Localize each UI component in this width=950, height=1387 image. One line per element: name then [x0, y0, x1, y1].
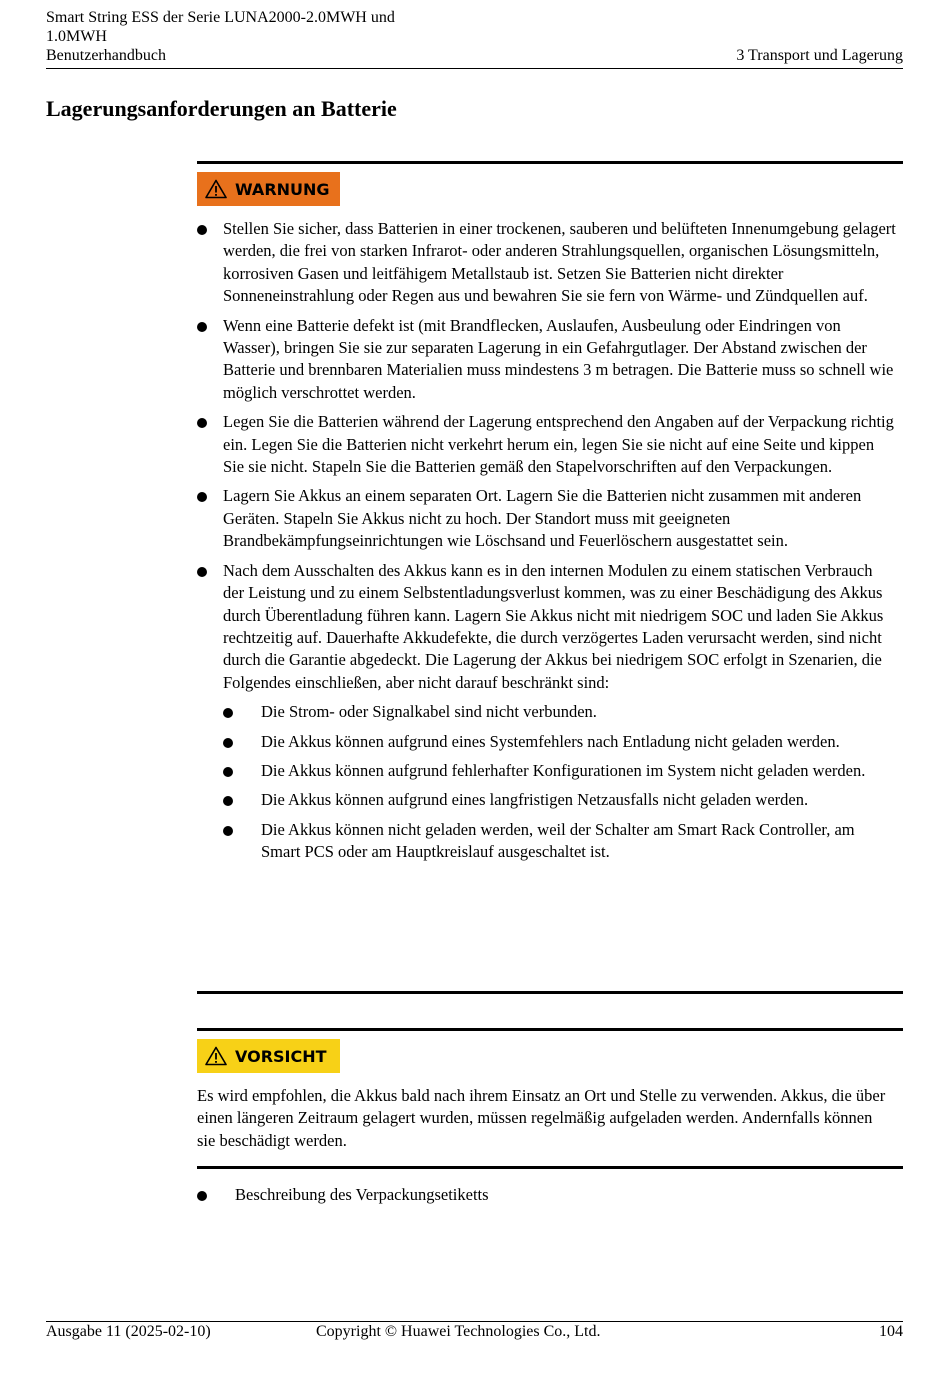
- footer-page-number: 104: [879, 1323, 903, 1340]
- sub-list-item: Die Akkus können aufgrund fehlerhafter Konfigurationen im System nicht geladen werden.: [223, 760, 897, 782]
- warning-triangle-icon: [205, 179, 227, 199]
- bullet-icon: [197, 492, 207, 502]
- caution-text: Es wird empfohlen, die Akkus bald nach ihrem Einsatz an Ort und Stelle zu verwenden. Akkus, die über einen längeren Zeitraum gelagert wurden, müssen regelmäßig aufgeladen werden. Andernfalls können sie beschädigt werden.: [197, 1086, 886, 1150]
- caution-label: VORSICHT: [235, 1046, 327, 1066]
- bullet-icon: [197, 322, 207, 332]
- caution-bottom-rule: [197, 1166, 903, 1169]
- header-doc-title-line1: Smart String ESS der Serie LUNA2000-2.0MWH und: [46, 9, 395, 26]
- header-rule: [46, 68, 903, 69]
- footer-rule: [46, 1321, 903, 1322]
- header-doc-subtitle: Benutzerhandbuch: [46, 47, 166, 64]
- bullet-icon: [223, 738, 233, 748]
- warning-top-rule: [197, 161, 903, 164]
- bullet-icon: [223, 708, 233, 718]
- next-section-bullet: [197, 1184, 489, 1206]
- bullet-icon: [223, 796, 233, 806]
- sub-list-item: Die Akkus können aufgrund eines Systemfehlers nach Entladung nicht geladen werden.: [223, 731, 897, 753]
- sub-list-item: Die Akkus können nicht geladen werden, weil der Schalter am Smart Rack Controller, am Smart PCS oder am Hauptkreislauf ausgeschaltet ist.: [223, 819, 897, 864]
- footer-copyright: Copyright © Huawei Technologies Co., Ltd.: [316, 1323, 601, 1340]
- warning-triangle-icon: [205, 1046, 227, 1066]
- caution-badge: [197, 1039, 340, 1073]
- bullet-icon: [197, 418, 207, 428]
- header-doc-title-line2: 1.0MWH: [46, 28, 107, 45]
- bullet-icon: [197, 567, 207, 577]
- warning-sub-list: [223, 701, 897, 863]
- sub-list-item: Die Akkus können aufgrund eines langfristigen Netzausfalls nicht geladen werden.: [223, 789, 897, 811]
- warning-badge: [197, 172, 340, 206]
- next-section-label: Beschreibung des Verpackungsetiketts: [235, 1185, 489, 1204]
- warning-label: WARNUNG: [235, 179, 330, 199]
- header-doc-title: [46, 8, 395, 65]
- footer-edition: Ausgabe 11 (2025-02-10): [46, 1323, 211, 1340]
- bullet-icon: [197, 1191, 207, 1201]
- list-item: Lagern Sie Akkus an einem separaten Ort. Lagern Sie die Batterien nicht zusammen mit anderen Geräten. Stapeln Sie Akkus nicht zu hoch. Der Standort muss mit geeigneten Brandbekämpfungseinrichtungen wie Löschsand und Feuerlöschern ausgestattet sein.: [197, 485, 897, 552]
- bullet-icon: [223, 826, 233, 836]
- sub-list-item: Die Strom- oder Signalkabel sind nicht verbunden.: [223, 701, 897, 723]
- warning-bottom-rule: [197, 991, 903, 994]
- caution-top-rule: [197, 1028, 903, 1031]
- warning-list: [197, 218, 897, 871]
- list-item: Nach dem Ausschalten des Akkus kann es in den internen Modulen zu einem statischen Verbrauch der Leistung und zu einem Selbstentladungsverlust kommen, was zu einer Beschädigung des Akkus durch Überentladung führen kann. Lagern Sie Akkus nicht mit niedrigem SOC und laden Sie Akkus rechtzeitig auf. Dauerhafte Akkudefekte, die durch verzögertes Laden verursacht werden, sind nicht durch die Garantie abgedeckt. Die Lagerung der Akkus bei niedrigem SOC erfolgt in Szenarien, die Folgendes einschließen, aber nicht darauf beschränkt sind: Die Strom- oder Signalkabel sind nicht verbunden. Die Akkus können aufgrund eines Systemfehlers nach Entladung nicht geladen werden. Die Akkus können aufgrund fehlerhafter Konfigurationen im System nicht geladen werden. Die Akkus können aufgrund eines langfristigen Netzausfalls nicht geladen werden. Die Akkus können nicht geladen werden, weil der Schalter am Smart Rack Controller, am Smart PCS oder am Hauptkreislauf ausgeschaltet ist.: [197, 560, 897, 864]
- list-item: Stellen Sie sicher, dass Batterien in einer trockenen, sauberen und belüfteten Innenumgebung gelagert werden, die frei von starken Infrarot- oder anderen Strahlungsquellen, organischen Lösungsmitteln, korrosiven Gasen und leitfähigem Metallstaub ist. Setzen Sie Batterien nicht direkter Sonneneinstrahlung oder Regen aus und bewahren Sie sie fern von Wärme- und Zündquellen auf.: [197, 218, 897, 308]
- section-title: Lagerungsanforderungen an Batterie: [46, 96, 397, 121]
- bullet-icon: [223, 767, 233, 777]
- list-item: Wenn eine Batterie defekt ist (mit Brandflecken, Auslaufen, Ausbeulung oder Eindringen von Wasser), bringen Sie sie zur separaten Lagerung in ein Gefahrgutlager. Der Abstand zwischen der Batterie und brennbaren Materialien muss mindestens 3 m betragen. Die Batterie muss so schnell wie möglich verschrottet werden.: [197, 315, 897, 405]
- header-chapter: 3 Transport und Lagerung: [736, 47, 903, 64]
- bullet-icon: [197, 225, 207, 235]
- list-item: Legen Sie die Batterien während der Lagerung entsprechend den Angaben auf der Verpackung richtig ein. Legen Sie die Batterien nicht verkehrt herum ein, legen Sie sie nicht auf eine Seite und kippen Sie sie nicht. Stapeln Sie die Batterien gemäß den Stapelvorschriften auf den Verpackungen.: [197, 411, 897, 478]
